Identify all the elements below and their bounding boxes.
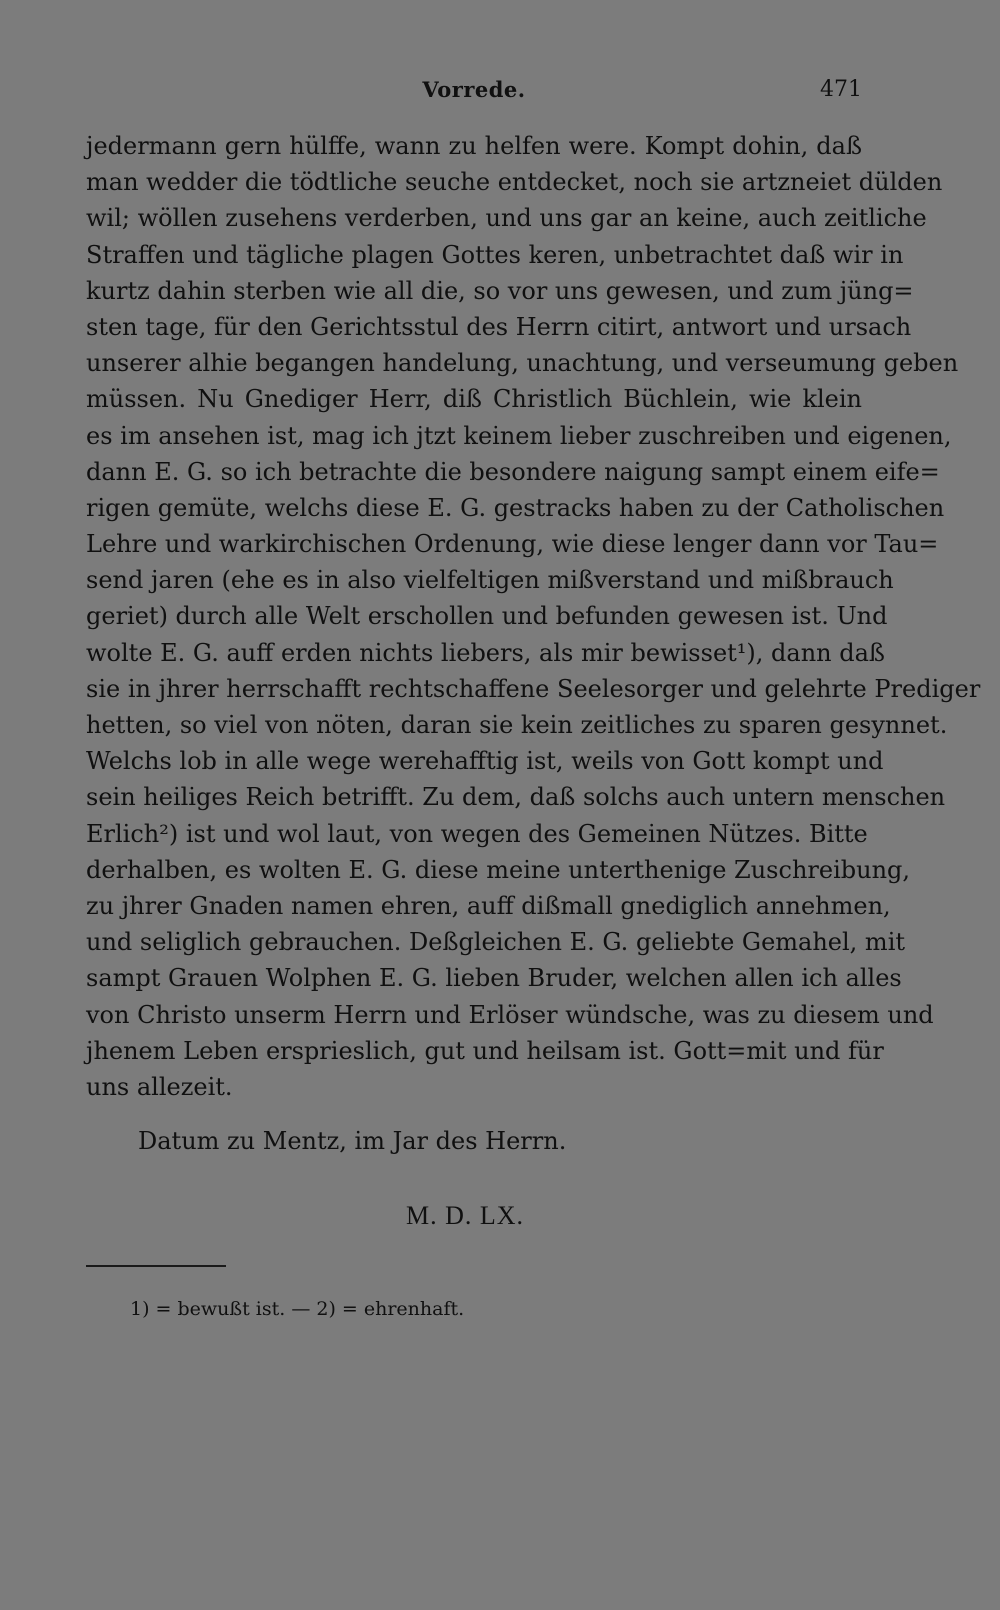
page-header: [86, 70, 862, 110]
text-line: sein heiliges Reich betrifft. Zu dem, daß solchs auch untern menschen: [86, 783, 946, 812]
text-line: uns allezeit.: [86, 1072, 233, 1101]
text-line: von Christo unserm Herrn und Erlöser wündsche, was zu diesem und: [86, 1000, 934, 1029]
text-line: sten tage, für den Gerichtsstul des Herrn citirt, antwort und ursach: [86, 312, 912, 341]
text-line: geriet) durch alle Welt erschollen und befunden gewesen ist. Und: [86, 602, 888, 631]
dateline: Datum zu Mentz, im Jar des Herrn.: [138, 1127, 567, 1155]
text-line: dann E. G. so ich betrachte die besondere naigung sampt einem eife=: [86, 457, 940, 486]
text-line: und seliglich gebrauchen. Deßgleichen E. G. geliebte Gemahel, mit: [86, 928, 906, 957]
year-text: M. D. LX.: [405, 1201, 525, 1230]
text-line: Lehre und warkirchischen Ordenung, wie diese lenger dann vor Tau=: [86, 530, 939, 559]
text-line: rigen gemüte, welchs diese E. G. gestracks haben zu der Catholischen: [86, 493, 945, 522]
footnotes: 1) = bewußt ist. — 2) = ehrenhaft.: [130, 1298, 465, 1320]
page-number: 471: [820, 77, 862, 102]
text-line: wolte E. G. auff erden nichts liebers, als mir bewisset¹), dann daß: [86, 638, 885, 667]
text-line: jedermann gern hülffe, wann zu helfen were. Kompt dohin, daß: [86, 132, 862, 160]
footnote-divider: [86, 1265, 226, 1267]
text-line: sampt Grauen Wolphen E. G. lieben Bruder, welchen allen ich alles: [86, 964, 902, 993]
text-line: es im ansehen ist, mag ich jtzt keinem lieber zuschreiben und eigenen,: [86, 421, 952, 450]
text-line: derhalben, es wolten E. G. diese meine unterthenige Zuschreibung,: [86, 855, 911, 884]
text-line: Erlich²) ist und wol laut, von wegen des Gemeinen Nützes. Bitte: [86, 819, 868, 848]
text-line: sie in jhrer herrschafft rechtschaffene Seelesorger und gelehrte Prediger: [86, 674, 981, 703]
text-line: man wedder die tödtliche seuche entdecket, noch sie artzneiet dülden: [86, 168, 943, 197]
preface-text: [86, 128, 981, 1105]
text-line: unserer alhie begangen handelung, unachtung, und verseumung geben: [86, 349, 959, 378]
text-line: müssen. Nu Gnediger Herr, diß Christlich Büchlein, wie klein: [86, 385, 862, 414]
text-line: kurtz dahin sterben wie all die, so vor uns gewesen, und zum jüng=: [86, 276, 914, 305]
text-line: send jaren (ehe es in also vielfeltigen mißverstand und mißbrauch: [86, 566, 894, 595]
text-line: jhenem Leben ersprieslich, gut und heilsam ist. Gott=mit und für: [86, 1036, 884, 1065]
text-line: wil; wöllen zusehens verderben, und uns gar an keine, auch zeitliche: [86, 204, 927, 233]
text-line: Straffen und tägliche plagen Gottes keren, unbetrachtet daß wir in: [86, 240, 904, 269]
text-line: hetten, so viel von nöten, daran sie kein zeitliches zu sparen gesynnet.: [86, 711, 948, 739]
text-line: Welchs lob in alle wege werehafftig ist, weils von Gott kompt und: [86, 747, 884, 776]
year-line: [0, 1198, 1000, 1234]
text-line: zu jhrer Gnaden namen ehren, auff dißmall gnediglich annehmen,: [86, 891, 891, 920]
running-title: Vorrede.: [422, 77, 526, 102]
